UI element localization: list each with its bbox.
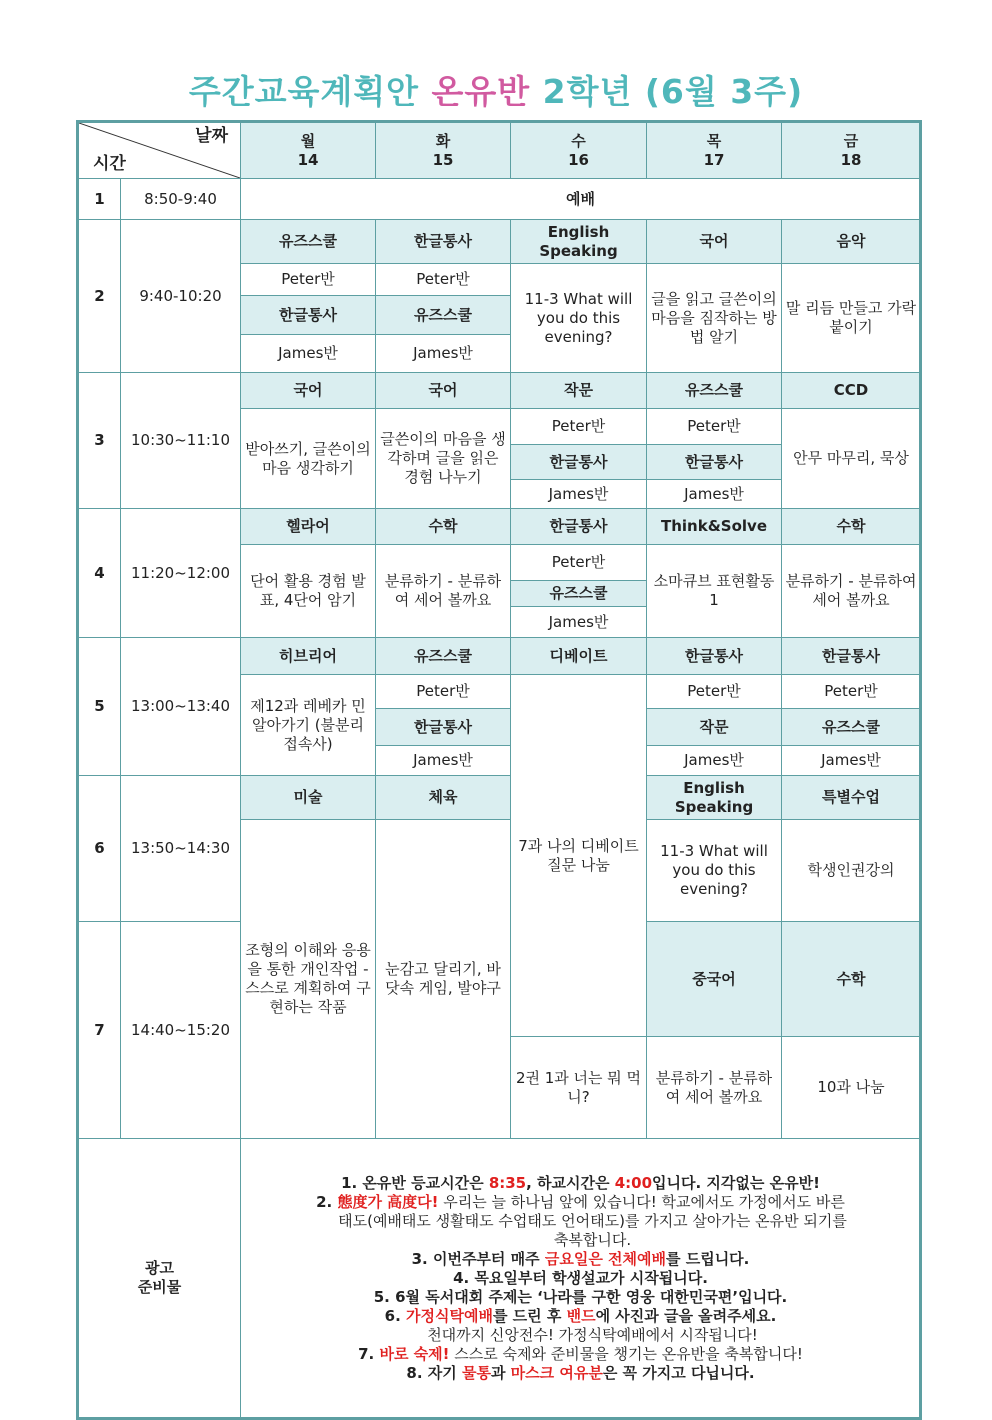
title-part-1: 주간교육계획안 (188, 72, 432, 111)
notice-item-4: 4. 목요일부터 학생설교가 시작됩니다. (453, 1268, 708, 1287)
period-row-1 (78, 179, 921, 220)
group-cell: Peter반 (647, 409, 782, 445)
notice-item-2-cont: 축복합니다. (553, 1230, 632, 1249)
period-time: 8:50-9:40 (121, 179, 241, 220)
title-grade-week: 2학년 (6월 3주) (542, 72, 804, 111)
group-cell: Peter반 (376, 675, 511, 709)
day-header-mon: 월 14 (241, 122, 376, 179)
subject-cell: 국어 (376, 373, 511, 409)
content-cell: 제12과 레베카 민 알아가기 (불분리 접속사) (241, 675, 376, 776)
group-cell: James반 (647, 746, 782, 776)
notice-list (241, 1139, 921, 1419)
content-cell: 7과 나의 디베이트 질문 나눔 (511, 675, 647, 1037)
day-header-wed: 수 16 (511, 122, 647, 179)
group-cell: James반 (647, 480, 782, 509)
subject-cell: 한글통사 (647, 638, 782, 675)
subject-cell: 한글통사 (511, 509, 647, 545)
notice-item-8: 8. 자기 물통과 마스크 여유분은 꼭 가지고 다닙니다. (406, 1363, 755, 1382)
period-number: 6 (78, 776, 121, 922)
date-label: 날짜 (195, 126, 228, 146)
content-cell: 분류하기 - 분류하여 세어 볼까요 (376, 545, 511, 638)
group-cell: Peter반 (647, 675, 782, 709)
content-cell: 2권 1과 너는 뭐 먹니? (511, 1037, 647, 1139)
content-cell: 단어 활용 경험 발표, 4단어 암기 (241, 545, 376, 638)
schedule-table (76, 120, 922, 1420)
subject-cell: English Speaking (511, 220, 647, 264)
subject-cell: 히브리어 (241, 638, 376, 675)
subject-cell: Think&Solve (647, 509, 782, 545)
notice-item-2-cont: 태도(예배태도 생활태도 수업태도 언어태도)를 가지고 살아가는 온유반 되기를 (338, 1211, 847, 1230)
notice-item-3: 3. 이번주부터 매주 금요일은 전체예배를 드립니다. (411, 1249, 750, 1268)
period-time: 10:30~11:10 (121, 373, 241, 509)
period-row-3 (78, 373, 921, 409)
period-row-2 (78, 220, 921, 264)
period-time: 9:40-10:20 (121, 220, 241, 373)
group-cell: James반 (511, 480, 647, 509)
subject-cell: 헬라어 (241, 509, 376, 545)
subject-cell: 디베이트 (511, 638, 647, 675)
subject-cell: 유즈스쿨 (647, 373, 782, 409)
period-number: 7 (78, 922, 121, 1139)
content-cell: 11-3 What will you do this evening? (647, 820, 782, 922)
group-cell: James반 (782, 746, 921, 776)
notice-item-2: 2. 態度가 高度다! 우리는 늘 하나님 앞에 있습니다! 학교에서도 가정에서도 바른 (316, 1192, 845, 1211)
period-row-6 (78, 776, 921, 820)
period-number: 1 (78, 179, 121, 220)
subject-cell: 한글통사 (647, 445, 782, 480)
notice-label: 광고 준비물 (78, 1139, 241, 1419)
header-row (78, 122, 921, 179)
subject-cell: 수학 (782, 922, 921, 1037)
content-cell: 11-3 What will you do this evening? (511, 264, 647, 373)
group-cell: Peter반 (511, 545, 647, 581)
title-class-name: 온유반 (431, 72, 543, 111)
content-cell: 말 리듬 만들고 가락 붙이기 (782, 264, 921, 373)
subject-cell: 유즈스쿨 (511, 581, 647, 607)
group-cell: James반 (511, 607, 647, 638)
notice-item-7: 7. 바로 숙제! 스스로 숙제와 준비물을 챙기는 온유반을 축복합니다! (358, 1344, 803, 1363)
period-time: 13:50~14:30 (121, 776, 241, 922)
group-cell: James반 (376, 335, 511, 373)
page-title (0, 66, 992, 113)
notice-row (78, 1139, 921, 1419)
content-cell: 학생인권강의 (782, 820, 921, 922)
time-label: 시간 (93, 154, 126, 174)
subject-cell: 유즈스쿨 (376, 638, 511, 675)
content-cell: 분류하기 - 분류하여 세어 볼까요 (782, 545, 921, 638)
subject-cell: 특별수업 (782, 776, 921, 820)
subject-cell: English Speaking (647, 776, 782, 820)
group-cell: Peter반 (782, 675, 921, 709)
period-number: 3 (78, 373, 121, 509)
day-header-tue: 화 15 (376, 122, 511, 179)
corner-cell (78, 122, 241, 179)
day-header-thu: 목 17 (647, 122, 782, 179)
all-day-subject: 예배 (241, 179, 921, 220)
subject-cell: 작문 (511, 373, 647, 409)
group-cell: James반 (376, 746, 511, 776)
subject-cell: 한글통사 (376, 709, 511, 746)
period-time: 11:20~12:00 (121, 509, 241, 638)
period-row-4 (78, 509, 921, 545)
subject-cell: 수학 (782, 509, 921, 545)
notice-item-1: 1. 온유반 등교시간은 8:35, 하교시간은 4:00입니다. 지각없는 온유반! (341, 1173, 820, 1192)
subject-cell: 한글통사 (376, 220, 511, 264)
content-cell: 10과 나눔 (782, 1037, 921, 1139)
subject-cell: 체육 (376, 776, 511, 820)
day-header-fri: 금 18 (782, 122, 921, 179)
content-cell: 소마큐브 표현활동 1 (647, 545, 782, 638)
notice-item-6: 6. 가정식탁예배를 드린 후 밴드에 사진과 글을 올려주세요. (384, 1306, 777, 1325)
content-cell: 안무 마무리, 묵상 (782, 409, 921, 509)
subject-cell: 미술 (241, 776, 376, 820)
subject-cell: 국어 (647, 220, 782, 264)
content-cell: 조형의 이해와 응용을 통한 개인작업 - 스스로 계획하여 구현하는 작품 (241, 820, 376, 1139)
period-number: 2 (78, 220, 121, 373)
group-cell: James반 (241, 335, 376, 373)
subject-cell: 중국어 (647, 922, 782, 1037)
content-cell: 받아쓰기, 글쓴이의 마음 생각하기 (241, 409, 376, 509)
period-number: 4 (78, 509, 121, 638)
subject-cell: 한글통사 (511, 445, 647, 480)
content-cell: 글쓴이의 마음을 생각하며 글을 읽은 경험 나누기 (376, 409, 511, 509)
subject-cell: 유즈스쿨 (782, 709, 921, 746)
subject-cell: 한글통사 (241, 296, 376, 335)
subject-cell: 수학 (376, 509, 511, 545)
subject-cell: 유즈스쿨 (241, 220, 376, 264)
notice-item-6-cont: 천대까지 신앙전수! 가정식탁예배에서 시작됩니다! (427, 1325, 758, 1344)
group-cell: Peter반 (241, 264, 376, 296)
period-time: 13:00~13:40 (121, 638, 241, 776)
content-cell: 글을 읽고 글쓴이의 마음을 짐작하는 방법 알기 (647, 264, 782, 373)
subject-cell: 유즈스쿨 (376, 296, 511, 335)
subject-cell: 한글통사 (782, 638, 921, 675)
subject-cell: CCD (782, 373, 921, 409)
subject-cell: 국어 (241, 373, 376, 409)
content-cell: 분류하기 - 분류하여 세어 볼까요 (647, 1037, 782, 1139)
period-time: 14:40~15:20 (121, 922, 241, 1139)
content-cell: 눈감고 달리기, 바닷속 게임, 발야구 (376, 820, 511, 1139)
subject-cell: 음악 (782, 220, 921, 264)
group-cell: Peter반 (376, 264, 511, 296)
period-number: 5 (78, 638, 121, 776)
subject-cell: 작문 (647, 709, 782, 746)
group-cell: Peter반 (511, 409, 647, 445)
notice-item-5: 5. 6월 독서대회 주제는 ‘나라를 구한 영웅 대한민국편’입니다. (373, 1287, 788, 1306)
period-row-5 (78, 638, 921, 675)
